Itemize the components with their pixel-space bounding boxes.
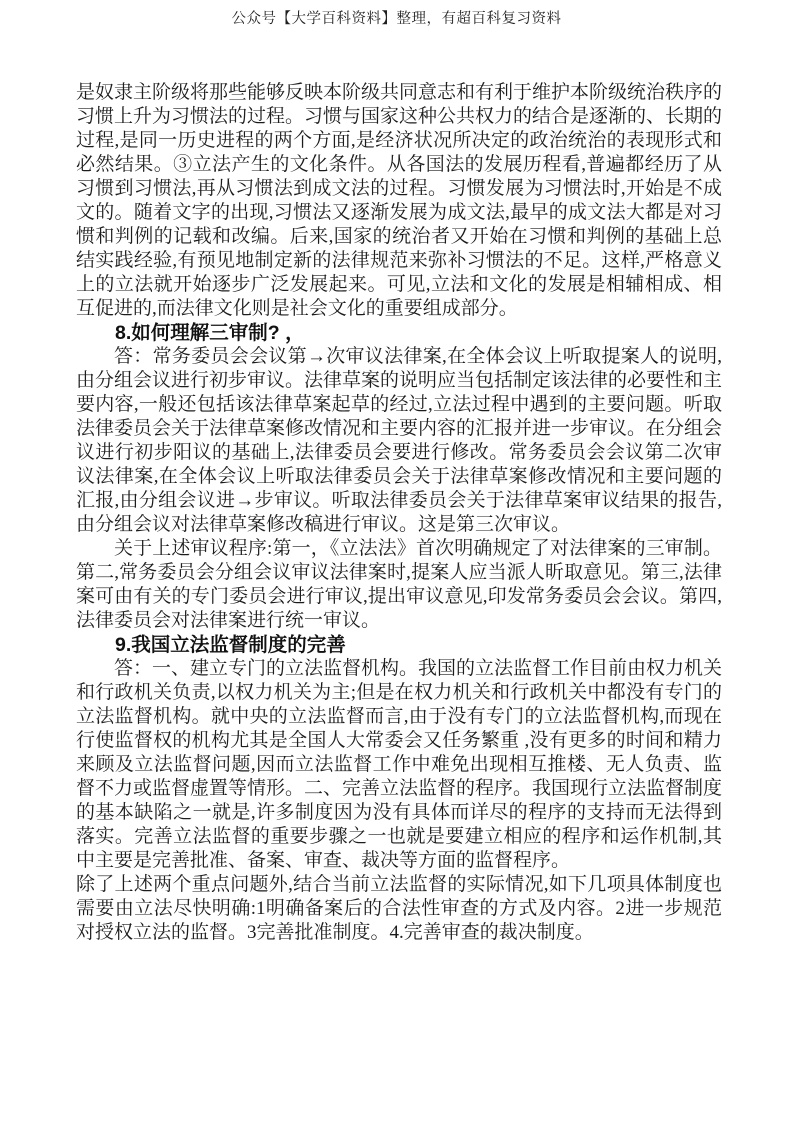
- document-body: [76, 81, 722, 945]
- question-8-answer-part-2: 关于上述审议程序:第一，《立法法》首次明确规定了对法律案的三审制。第二,常务委员会分组会议审议法律案时,提案人应当派人昕取意见。第三,法律案可由有关的专门委员会进行审议,提出审议意见,印发常务委员会会议。第四,法律委员会对法律案进行统一审议。: [76, 538, 722, 631]
- page-header-note: 公众号【大学百科资料】整理，有超百科复习资料: [231, 11, 562, 27]
- question-9-answer-part-1: 答：一、建立专门的立法监督机构。我国的立法监督工作目前由权力机关和行政机关负责,以权力机关为主;但是在权力机关和行政机关中都没有专门的立法监督机构。就中央的立法监督而言,由于没有专门的立法监督机构,而现在行使监督权的机构尤其是全国人大常委会又任务繁重 ,没有更多的时间和精力来顾及立法监督问题,因而立法监督工作中难免出现相互推楼、无人负责、监督不力或监督虚置等情形。二、完善立法监督的程序。我国现行立法监督制度的基本缺陷之一就是,许多制度因为没有具体而详尽的程序的支持而无法得到落实。完善立法监督的重要步骤之一也就是要建立相应的程序和运作机制,其中主要是完善批准、备案、审查、裁决等方面的监督程序。: [76, 658, 723, 871]
- question-9-answer-part-2: 除了上述两个重点问题外,结合当前立法监督的实际情况,如下几项具体制度也需要由立法尽快明确:1明确备案后的合法性审查的方式及内容。2进一步规范对授权立法的监督。3完善批准制度。4.完善审查的裁决制度。: [76, 874, 722, 943]
- question-9-heading: 9.我国立法监督制度的完善: [115, 634, 346, 656]
- question-8-heading: 8.如何理解三审制? ，: [115, 322, 305, 344]
- paragraph-intro-continuation: 是奴隶主阶级将那些能够反映本阶级共同意志和有利于维护本阶级统治秩序的习惯上升为习惯法的过程。习惯与国家这种公共权力的结合是逐渐的、长期的过程,是同一历史进程的两个方面,是经济状况所决定的政治统治的表现形式和必然结果。③立法产生的文化条件。从各国法的发展历程看,普遍都经历了从习惯到习惯法,再从习惯法到成文法的过程。习惯发展为习惯法时,开始是不成文的。随着文字的出现,习惯法又逐渐发展为成文法,最早的成文法大都是对习惯和判例的记载和改编。后来,国家的统治者又开始在习惯和判例的基础上总结实践经验,有预见地制定新的法律规范来弥补习惯法的不足。这样,严格意义上的立法就开始逐步广泛发展起来。可见,立法和文化的发展是相辅相成、相互促进的,而法律文化则是社会文化的重要组成部分。: [76, 82, 723, 319]
- question-8-answer-part-1: 答：常务委员会会议第→次审议法律案,在全体会议上听取提案人的说明,由分组会议进行初步审议。法律草案的说明应当包括制定该法律的必要性和主要内容,一般还包括该法律草案起草的经过,立法过程中遇到的主要问题。听取法律委员会关于法律草案修改情况和主要内容的汇报并进一步审议。在分组会议进行初步阳议的基础上,法律委员会要进行修改。常务委员会会议第二次审议法律案,在全体会议上听取法律委员会关于法律草案修改情况和主要问题的汇报,由分组会议进→步审议。听取法律委员会关于法律草案审议结果的报告,由分组会议对法律草案修改稿进行审议。这是第三次审议。: [76, 346, 723, 535]
